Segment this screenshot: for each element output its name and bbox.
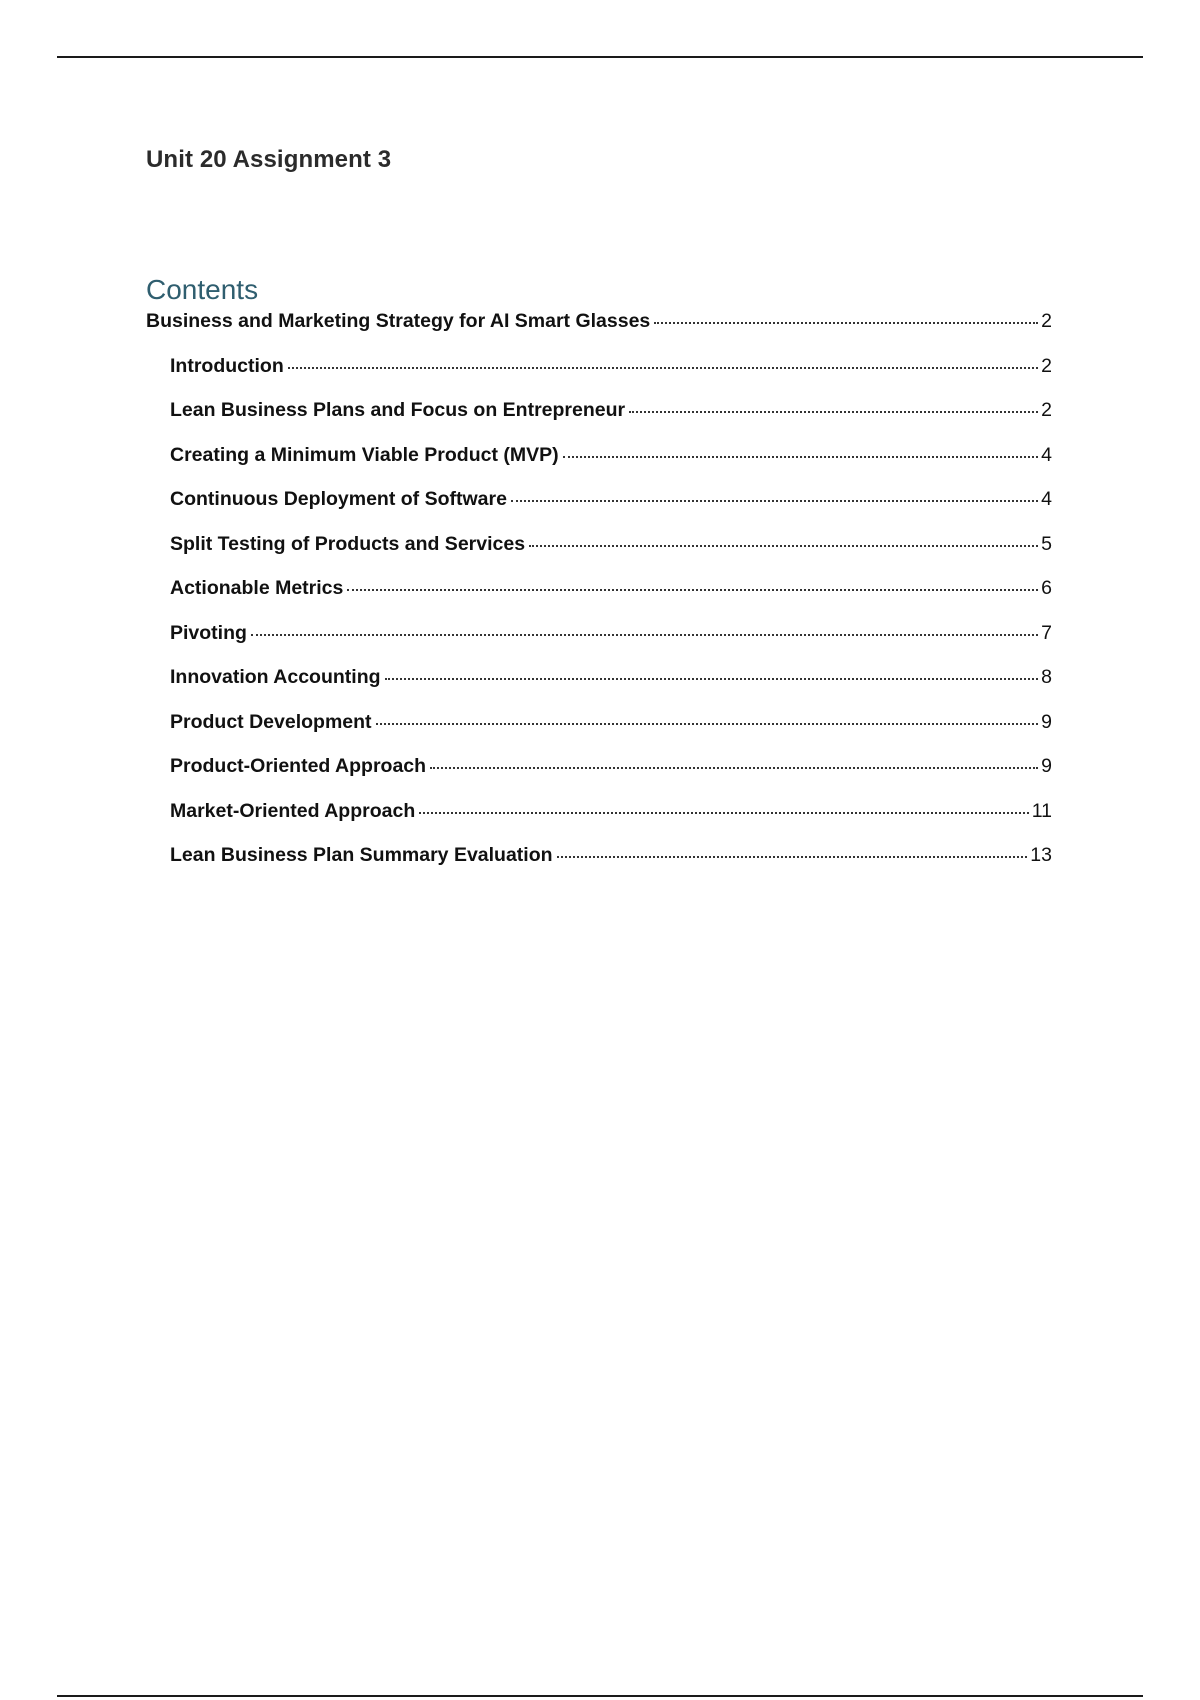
toc-page-number: 5 <box>1041 532 1052 555</box>
toc-entry[interactable] <box>146 310 1052 333</box>
toc-entry[interactable] <box>170 755 1052 778</box>
toc-page-number: 2 <box>1041 399 1052 421</box>
toc-entry[interactable] <box>170 666 1052 689</box>
toc-entry-label: Innovation Accounting <box>170 666 381 688</box>
toc-entry[interactable] <box>170 533 1052 556</box>
toc-page-number: 4 <box>1041 443 1052 466</box>
toc-page-number: 6 <box>1041 577 1052 599</box>
toc-entry-label: Pivoting <box>170 621 247 644</box>
toc-entry[interactable] <box>170 399 1052 422</box>
toc-page-number: 2 <box>1041 354 1052 377</box>
toc-entry-label: Lean Business Plans and Focus on Entrepreneur <box>170 399 626 421</box>
toc-entry-label: Introduction <box>170 354 284 377</box>
toc-dot-leader <box>288 367 1038 369</box>
toc-entry[interactable] <box>170 577 1052 600</box>
footer-rule <box>57 1695 1143 1697</box>
toc-dot-leader <box>511 500 1038 502</box>
toc-entry-label: Lean Business Plan Summary Evaluation <box>170 844 553 866</box>
toc-dot-leader <box>557 856 1028 858</box>
toc-entry-label: Product Development <box>170 710 372 733</box>
toc-dot-leader <box>563 456 1039 458</box>
toc-entry-label: Split Testing of Products and Services <box>170 532 526 555</box>
toc-dot-leader <box>251 634 1038 636</box>
toc-entry[interactable] <box>170 844 1052 867</box>
toc-dot-leader <box>430 767 1038 769</box>
document-title: Unit 20 Assignment 3 <box>146 146 392 173</box>
toc-page-number: 2 <box>1041 310 1052 332</box>
toc-entry[interactable] <box>170 622 1052 645</box>
contents-heading: Contents <box>146 274 259 305</box>
toc-entry[interactable] <box>170 488 1052 511</box>
toc-page-number: 8 <box>1041 666 1052 688</box>
toc-page-number: 9 <box>1041 755 1052 777</box>
header-rule <box>57 56 1143 58</box>
toc-page-number: 13 <box>1030 844 1052 866</box>
toc-entry-label: Market-Oriented Approach <box>170 799 416 822</box>
toc-page-number: 11 <box>1031 799 1052 822</box>
toc-page-number: 4 <box>1041 488 1052 510</box>
toc-entry-label: Product-Oriented Approach <box>170 755 427 777</box>
toc-page-number: 9 <box>1041 710 1052 733</box>
toc-entry[interactable] <box>170 711 1052 734</box>
toc-dot-leader <box>419 812 1029 814</box>
toc-dot-leader <box>654 322 1038 324</box>
toc-entry[interactable] <box>170 444 1052 467</box>
toc-page-number: 7 <box>1041 621 1052 644</box>
toc-dot-leader <box>529 545 1038 547</box>
toc-entry-label: Creating a Minimum Viable Product (MVP) <box>170 443 559 466</box>
toc-entry[interactable] <box>170 800 1052 823</box>
toc-entry[interactable] <box>170 355 1052 378</box>
toc-entry-label: Continuous Deployment of Software <box>170 488 507 510</box>
toc-entry-label: Actionable Metrics <box>170 577 344 599</box>
toc-dot-leader <box>629 411 1038 413</box>
toc-dot-leader <box>376 723 1039 725</box>
toc-dot-leader <box>347 589 1038 591</box>
toc-entry-label: Business and Marketing Strategy for AI Smart Glasses <box>146 310 651 332</box>
toc-dot-leader <box>385 678 1039 680</box>
